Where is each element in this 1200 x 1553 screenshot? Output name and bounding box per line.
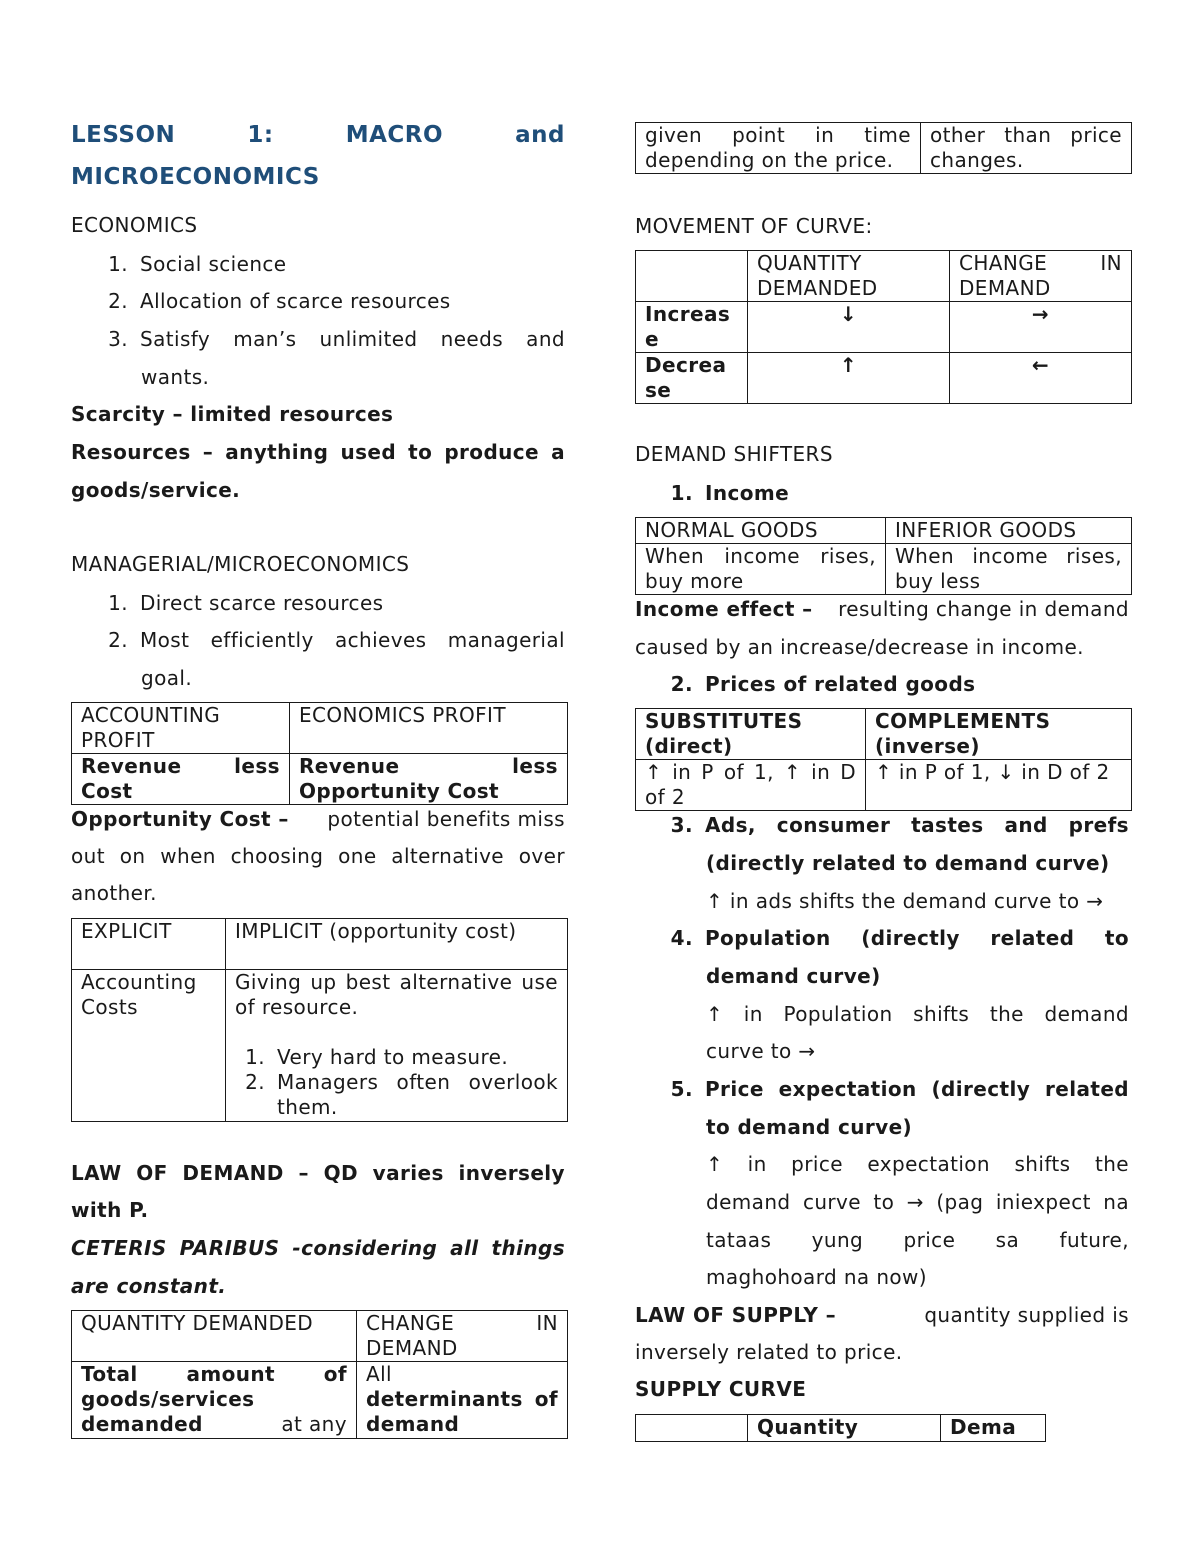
opportunity-cost-definition-cont: out on when choosing one alternative over [71,844,565,868]
cost-table-list-item: 2. Managers often overlook them. [245,1070,558,1119]
managerial-list-item: 1. Direct scarce resources [108,591,384,615]
shifter-population-note-cont: curve to → [706,1039,816,1063]
supply-table-header [636,1415,748,1442]
movement-row-label: Decrease [636,353,748,404]
cost-table-list-item: 1. Very hard to measure. [245,1045,509,1069]
economics-list-item: 3. Satisfy man’s unlimited needs and [108,327,565,351]
lesson-title [71,114,565,156]
shifter-price-expectation: 5. Price expectation (directly related [670,1077,1129,1101]
cost-table-cell-text: Giving up best alternative use of resource. [235,970,558,1019]
economics-list-item-cont: wants. [141,365,210,389]
law-of-demand: LAW OF DEMAND – QD varies inversely [71,1161,565,1185]
profit-table-header: ECONOMICS PROFIT [290,703,568,754]
qd-table-cell: All determinants of demand [357,1362,568,1439]
supply-table [635,1414,1046,1442]
shifter-income: 1. Income [670,481,790,505]
law-of-supply-cont: inversely related to price. [635,1340,903,1364]
law-of-supply: LAW OF SUPPLY – quantity supplied is [635,1303,1129,1327]
related-goods-cell: ↑ in P of 1, ↓ in D of 2 [866,760,1132,811]
managerial-list-item: 2. Most efficiently achieves managerial [108,628,565,652]
scarcity-definition: Scarcity – limited resources [71,402,394,426]
cost-table-cell [226,970,568,1122]
goods-table [635,517,1132,595]
related-goods-table [635,708,1132,811]
goods-table-cell: When income rises, buy more [636,544,886,595]
qd-table-header: CHANGE IN DEMAND [357,1311,568,1362]
qd-table-header: QUANTITY DEMANDED [72,1311,357,1362]
managerial-heading: MANAGERIAL/MICROECONOMICS [71,552,410,576]
demand-shifters-heading: DEMAND SHIFTERS [635,442,833,466]
cost-table-cell: Accounting Costs [72,970,226,1122]
shifter-ads-note: ↑ in ads shifts the demand curve to → [706,889,1104,913]
cost-table-header: EXPLICIT [72,919,226,970]
supply-curve-heading: SUPPLY CURVE [635,1377,807,1401]
economics-heading: ECONOMICS [71,213,198,237]
supply-table-header: Quantity [748,1415,941,1442]
movement-table-header: QUANTITY DEMANDED [748,251,950,302]
lesson-title-word: 1: [247,122,274,148]
continued-table-cell: other than price changes. [921,123,1132,174]
qd-table [71,1310,568,1439]
movement-row-qd: ↑ [748,353,950,404]
related-goods-cell: ↑ in P of 1, ↑ in D of 2 [636,760,866,811]
ceteris-paribus: CETERIS PARIBUS -considering all things [71,1236,565,1260]
qd-table-cell: Total amount of goods/services demanded at any [72,1362,357,1439]
movement-row-cd: ← [950,353,1132,404]
shifter-population: 4. Population (directly related to [670,926,1129,950]
movement-heading: MOVEMENT OF CURVE: [635,214,873,238]
lesson-title-word: MACRO [345,122,444,148]
shifter-related-goods: 2. Prices of related goods [670,672,976,696]
lesson-title-line2: MICROECONOMICS [71,164,320,190]
cost-table-header: IMPLICIT (opportunity cost) [226,919,568,970]
profit-table-header: ACCOUNTING PROFIT [72,703,290,754]
profit-table-cell: Revenue less Opportunity Cost [290,754,568,805]
movement-row-label: Increase [636,302,748,353]
opportunity-cost-definition-cont: another. [71,881,157,905]
profit-table-cell: Revenue less Cost [72,754,290,805]
law-of-demand-cont: with P. [71,1198,149,1222]
lesson-title-word: LESSON [71,122,176,148]
cost-table [71,918,568,1122]
supply-table-header: Dema [941,1415,1046,1442]
related-goods-header: COMPLEMENTS (inverse) [866,709,1132,760]
movement-row-cd: → [950,302,1132,353]
continued-table [635,122,1132,174]
income-effect-definition-cont: caused by an increase/decrease in income. [635,635,1084,659]
shifter-price-expectation-note: demand curve to → (pag iniexpect na [706,1190,1129,1214]
shifter-price-expectation-cont: to demand curve) [706,1115,913,1139]
opportunity-cost-definition: Opportunity Cost – potential benefits miss [71,807,565,831]
resources-definition: Resources – anything used to produce a [71,440,565,464]
ceteris-paribus-cont: are constant. [71,1274,227,1298]
shifter-population-note: ↑ in Population shifts the demand [706,1002,1129,1026]
movement-table [635,250,1132,404]
related-goods-header: SUBSTITUTES (direct) [636,709,866,760]
goods-table-header: NORMAL GOODS [636,518,886,544]
resources-definition-cont: goods/service. [71,478,241,502]
shifter-ads-cont: (directly related to demand curve) [706,851,1110,875]
profit-table [71,702,568,805]
shifter-ads: 3. Ads, consumer tastes and prefs [670,813,1129,837]
continued-table-cell: given point in time depending on the price. [636,123,921,174]
economics-list-item: 2. Allocation of scarce resources [108,289,451,313]
cost-table-list [235,1045,558,1120]
movement-table-header: CHANGE IN DEMAND [950,251,1132,302]
lesson-title-word: and [515,122,565,148]
shifter-price-expectation-note: tataas yung price sa future, [706,1228,1129,1252]
shifter-population-cont: demand curve) [706,964,881,988]
movement-table-header [636,251,748,302]
managerial-list-item-cont: goal. [141,666,193,690]
shifter-price-expectation-note: maghohoard na now) [706,1265,927,1289]
goods-table-cell: When income rises, buy less [886,544,1132,595]
goods-table-header: INFERIOR GOODS [886,518,1132,544]
income-effect-definition: Income effect – resulting change in demand [635,597,1129,621]
economics-list-item: 1. Social science [108,252,287,276]
shifter-price-expectation-note: ↑ in price expectation shifts the [706,1152,1129,1176]
movement-row-qd: ↓ [748,302,950,353]
